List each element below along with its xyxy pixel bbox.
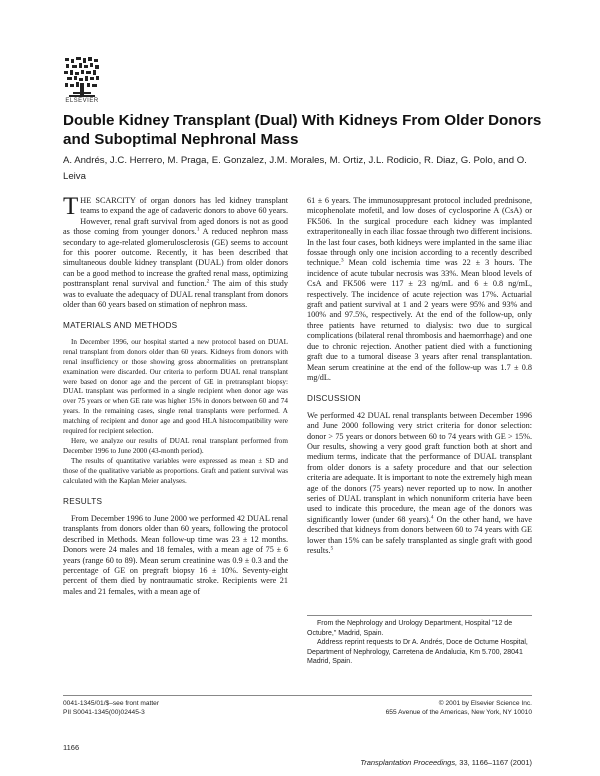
right-column <box>307 196 532 556</box>
results-continued-text-2: Mean cold ischemia time was 22 ± 3 hours. The incidence of acute tubular necrosis was 33%. Mean blood levels of CsA and FK506 were 117 ± 23 ng/mL and 6 ± 0.8 ng/mL, respectively. The incidence of acute rejection was 17%. Actuarial graft and patient survival at 1 and 2 years were 95% and 93% and 100% and 97.5%, respectively. At the end of the follow-up, only three patients have returned to dialysis: two due to surgical complications (bilateral renal thrombosis and haemorrhage) and one due to chronic rejection. Another patient died with a functioning graft due to a tumoral disease 3 years after renal transplantation. Mean serum creatinine at the end of the follow-up was 1.7 ± 0.8 mg/dL. <box>307 258 532 382</box>
elsevier-tree-logo <box>63 56 101 98</box>
intro-paragraph <box>63 193 288 310</box>
reprint-request-text: Address reprint requests to Dr A. Andrés, Doce de Octume Hospital, Department of Nephrology, Carretena de Andalucia, Km 5.700, 28041 Madrid, Spain. <box>307 639 528 665</box>
author-list: A. Andrés, J.C. Herrero, M. Praga, E. Gonzalez, J.M. Morales, M. Ortiz, J.L. Rodicio, R. Diaz, G. Polo, and O. Leiva <box>63 155 527 182</box>
discussion-paragraph <box>307 411 532 557</box>
methods-paragraph-3: The results of quantitative variables were expressed as mean ± SD and those of the qualitative variable as proportions. Graft and patient survival was calculated with the Kaplan Meier analyses. <box>63 456 288 485</box>
reference-4: 4 <box>430 514 434 521</box>
publisher-block <box>307 699 532 717</box>
affiliation-text: From the Nephrology and Urology Department, Hospital "12 de Octubre," Madrid, Spain. <box>307 620 513 637</box>
journal-volume-pages: 33, 1166–1167 (2001) <box>457 758 532 767</box>
results-continued-paragraph <box>307 196 532 383</box>
publisher-address: 655 Avenue of the Americas, New York, NY 10010 <box>385 709 532 717</box>
copyright-line: © 2001 by Elsevier Science Inc. <box>438 700 532 707</box>
intro-text-3: The aim of this study was to evaluate the adequacy of DUAL renal transplant from donors older than 60 years based on stimation of nephron mass. <box>63 279 288 310</box>
front-matter <box>63 699 159 717</box>
intro-text-1: HE SCARCITY of organ donors has led kidney transplant teams to expand the age of cadaveric donors to above 60 years. However, renal graft survival from aged donors is not as good as those coming from younger donors. <box>63 196 288 237</box>
results-paragraph: From December 1996 to June 2000 we performed 42 DUAL renal transplants from donors older than 60 years, following the protocol described in Methods. Mean follow-up time was 23 ± 12 months. Donors were 24 males and 18 females, with a mean age of 75 ± 6 years (range 60 to 89). Mean serum creatinine was 0.9 ± 0.3 and the percentage of GE on pregraft biopsy 16 ± 10%. Seventy-eight percent of them died by nontraumatic stroke. Recipients were 21 males and 21 females, with a mean age of <box>63 513 288 596</box>
results-continued-text-1: 61 ± 6 years. The immunosuppresant protocol included prednisone, micophenolate mofetil, and low doses of cyclosporine A (CsA) or FK506. In the surgical procedure each kidney was implanted extraperitoneally in each iliac fossae through two different incisions. In the last four cases, both kidneys were implanted in the same iliac fossae through only one incision according to a recently described technique. <box>307 196 532 268</box>
methods-paragraph-1: In December 1996, our hospital started a new protocol based on DUAL renal transplant from donors older than 60 years. Kidneys from donors with renal insufficiency or those showing gross abnormalities on pretransplant examination were discarded. Our criteria to perform DUAL renal transplant were based on donor age and the percent of GE in pretransplant biopsy: DUAL transplant was performed in a single recipient when donor age was over 75 years or when GE rate was higher 15% in donors between 60 and 74 years. In the remaining cases, single renal transplants were performed. A matching of recipient and donor age and good HLA histocompatibility were required for recipient selection. <box>63 337 288 436</box>
results-heading: RESULTS <box>63 497 103 507</box>
affiliation-divider <box>307 615 532 616</box>
pii-line: PII S0041-1345(00)02445-3 <box>63 709 145 717</box>
left-column <box>63 193 288 597</box>
page-number: 1166 <box>63 743 80 752</box>
reference-3: 3 <box>340 257 344 264</box>
affiliation-block <box>307 619 532 667</box>
article-title: Double Kidney Transplant (Dual) With Kidneys From Older Donors and Suboptimal Nephronal Mass <box>63 112 542 148</box>
journal-citation <box>307 758 532 767</box>
discussion-text-2: On the other hand, we have described that kidneys from donors between 60 to 74 years with GE lower than 15% can be safely transplanted as single graft with good results. <box>307 514 532 555</box>
discussion-text-1: We performed 42 DUAL renal transplants between December 1996 and June 2000 following very strict criteria for donor selection: donor > 75 years or donors between 60 to 74 years with GE > 15%. Our results, showing a very good graft function both at short and medium terms, indicate that the performance of DUAL transplant from older donors is a safety procedure and that our selection criteria are adequate. It is important to note the extremely high mean age of the donors (75 years) never reported up to now. In another series of DUAL transplant in which nonuniform criteria have been used to indicate this procedure, the mean age of the donors was significantly lower (under 68 years). <box>307 410 532 524</box>
discussion-heading: DISCUSSION <box>307 394 361 404</box>
publisher-name: ELSEVIER <box>65 98 99 104</box>
drop-cap: T <box>63 193 79 220</box>
reference-2: 2 <box>206 278 210 285</box>
methods-paragraph-2: Here, we analyze our results of DUAL renal transplant performed from December 1996 to June 2000 (43-month period). <box>63 436 288 455</box>
reference-5: 5 <box>330 545 334 552</box>
reference-1: 1 <box>196 226 200 233</box>
intro-text-2: A reduced nephron mass secondary to age-related glomerulosclerosis (GE) seems to account for this poorer outcome. Recently, it has been described that simultaneous double kidney transplant (DUAL) from older donors can be a good method to increase the grafted renal mass, optimizing posttransplant renal survival and function. <box>63 227 288 289</box>
journal-name: Transplantation Proceedings, <box>360 758 458 767</box>
methods-heading: MATERIALS AND METHODS <box>63 321 178 331</box>
issn-line: 0041-1345/01/$–see front matter <box>63 700 160 707</box>
footer-divider <box>63 695 532 696</box>
